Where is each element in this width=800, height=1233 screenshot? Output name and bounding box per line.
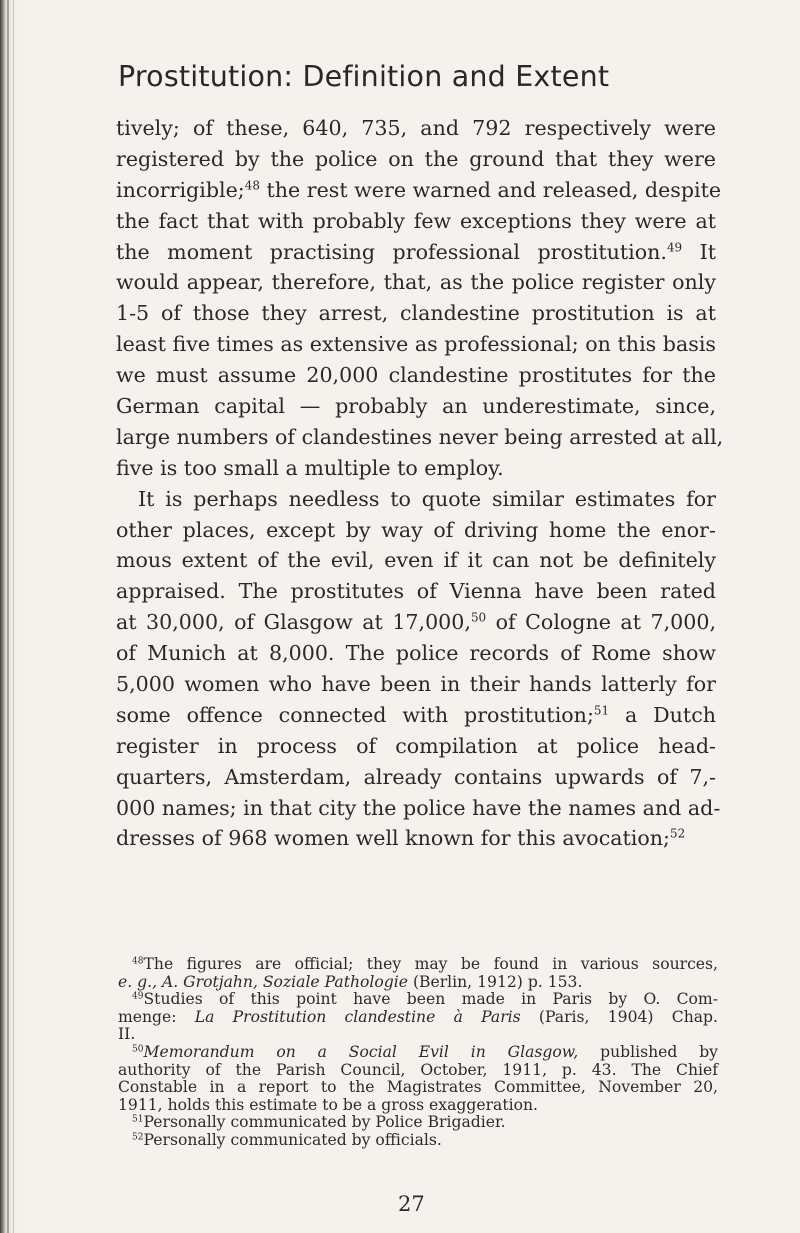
footnote-50	[118, 1044, 718, 1062]
footnote-text: published by	[578, 1042, 718, 1061]
text-line: we must assume 20,000 clandestine prostitutes for the	[116, 363, 716, 388]
text-line: would appear, therefore, that, as the police register only	[116, 270, 716, 295]
text-line: 5,000 women who have been in their hands latterly for	[116, 672, 716, 697]
footnote-line	[118, 1009, 718, 1027]
text-line: quarters, Amsterdam, already contains upwards of 7,-	[116, 764, 716, 789]
footnote-ref: 48	[244, 178, 260, 193]
footnote-text: (Paris, 1904) Chap.	[520, 1007, 718, 1026]
text-line	[116, 237, 716, 268]
footnote-line: authority of the Parish Council, October, 1911, p. 43. The Chief	[118, 1060, 718, 1079]
footnote-text: menge:	[118, 1007, 195, 1026]
text-line: register in process of compilation at police head-	[116, 733, 716, 758]
footnote-48	[118, 956, 718, 974]
cited-title: Soziale Pathologie	[262, 972, 408, 991]
text-line: registered by the police on the ground that they were	[116, 146, 716, 171]
text-line: mous extent of the evil, even if it can not be definitely	[116, 548, 716, 573]
footnote-line	[118, 974, 718, 992]
footnote-number: 51	[132, 1114, 144, 1125]
text-line: 1-5 of those they arrest, clandestine prostitution is at	[116, 301, 716, 326]
text-line: It is perhaps needless to quote similar estimates for	[138, 486, 716, 511]
footnote-number: 50	[132, 1044, 144, 1055]
footnotes	[118, 956, 718, 1150]
footnote-text: Personally communicated by officials.	[143, 1130, 442, 1149]
text-fragment: incorrigible;	[116, 177, 245, 202]
footnote-ref: 52	[669, 827, 686, 842]
text-line: least five times as extensive as professional; on this basis	[116, 332, 716, 357]
text-line: the fact that with probably few exceptions they were at	[116, 208, 716, 233]
footnote-text: Studies of this point have been made in Paris by O. Com-	[143, 990, 718, 1009]
text-fragment: the moment practising professional prostitution.	[116, 239, 667, 264]
text-line	[116, 607, 716, 638]
footnote-52	[118, 1132, 718, 1150]
footnote-number: 52	[132, 1132, 144, 1143]
text-fragment: dresses of 968 women well known for this avocation;	[116, 826, 670, 851]
text-fragment: some offence connected with prostitution;	[116, 702, 594, 727]
body-text	[116, 113, 724, 854]
text-line: of Munich at 8,000. The police records of Rome show	[116, 641, 716, 666]
text-fragment: of Cologne at 7,000,	[495, 610, 716, 635]
binding-line	[13, 0, 14, 1233]
text-line: other places, except by way of driving home the enor-	[116, 517, 716, 542]
running-head: Prostitution: Definition and Extent	[118, 60, 610, 93]
footnote-49	[118, 991, 718, 1009]
footnote-line: Constable in a report to the Magistrates Committee, November 20,	[118, 1078, 718, 1097]
footnote-ref: 49	[666, 240, 683, 255]
text-fragment: at 30,000, of Glasgow at 17,000,	[116, 610, 471, 635]
text-fragment: the rest were warned and released, despite	[266, 177, 722, 202]
text-fragment: It	[699, 239, 717, 264]
footnote-line: II.	[118, 1025, 136, 1044]
footnote-number: 49	[132, 991, 144, 1002]
text-fragment: a Dutch	[624, 702, 716, 727]
footnote-51	[118, 1114, 718, 1132]
text-line: appraised. The prostitutes of Vienna have been rated	[116, 579, 716, 604]
text-line: 000 names; in that city the police have the names and ad-	[116, 795, 721, 820]
text-line	[116, 700, 716, 731]
text-line: tively; of these, 640, 735, and 792 respectively were	[116, 116, 716, 140]
cited-title: Memorandum on a Social Evil in Glasgow,	[143, 1042, 579, 1061]
cited-title: La Prostitution clandestine à Paris	[194, 1007, 521, 1026]
footnote-line: 1911, holds this estimate to be a gross exaggeration.	[118, 1095, 538, 1114]
text-line	[116, 823, 716, 854]
footnote-text: Personally communicated by Police Brigadier.	[143, 1113, 506, 1132]
footnote-text: (Berlin, 1912) p. 153.	[407, 972, 583, 991]
text-line: German capital — probably an underestimate, since,	[116, 394, 716, 419]
footnote-ref: 51	[593, 703, 610, 718]
binding-line	[7, 0, 9, 1233]
footnote-number: 48	[132, 956, 144, 967]
text-line	[116, 175, 722, 206]
text-line: five is too small a multiple to employ.	[116, 455, 504, 480]
footnote-text: The figures are official; they may be found in various sources,	[143, 955, 718, 973]
page-number: 27	[398, 1192, 425, 1216]
footnote-text: e. g., A. Grotjahn,	[118, 972, 263, 991]
text-line: large numbers of clandestines never being arrested at all,	[116, 424, 724, 449]
footnote-ref: 50	[470, 610, 487, 625]
